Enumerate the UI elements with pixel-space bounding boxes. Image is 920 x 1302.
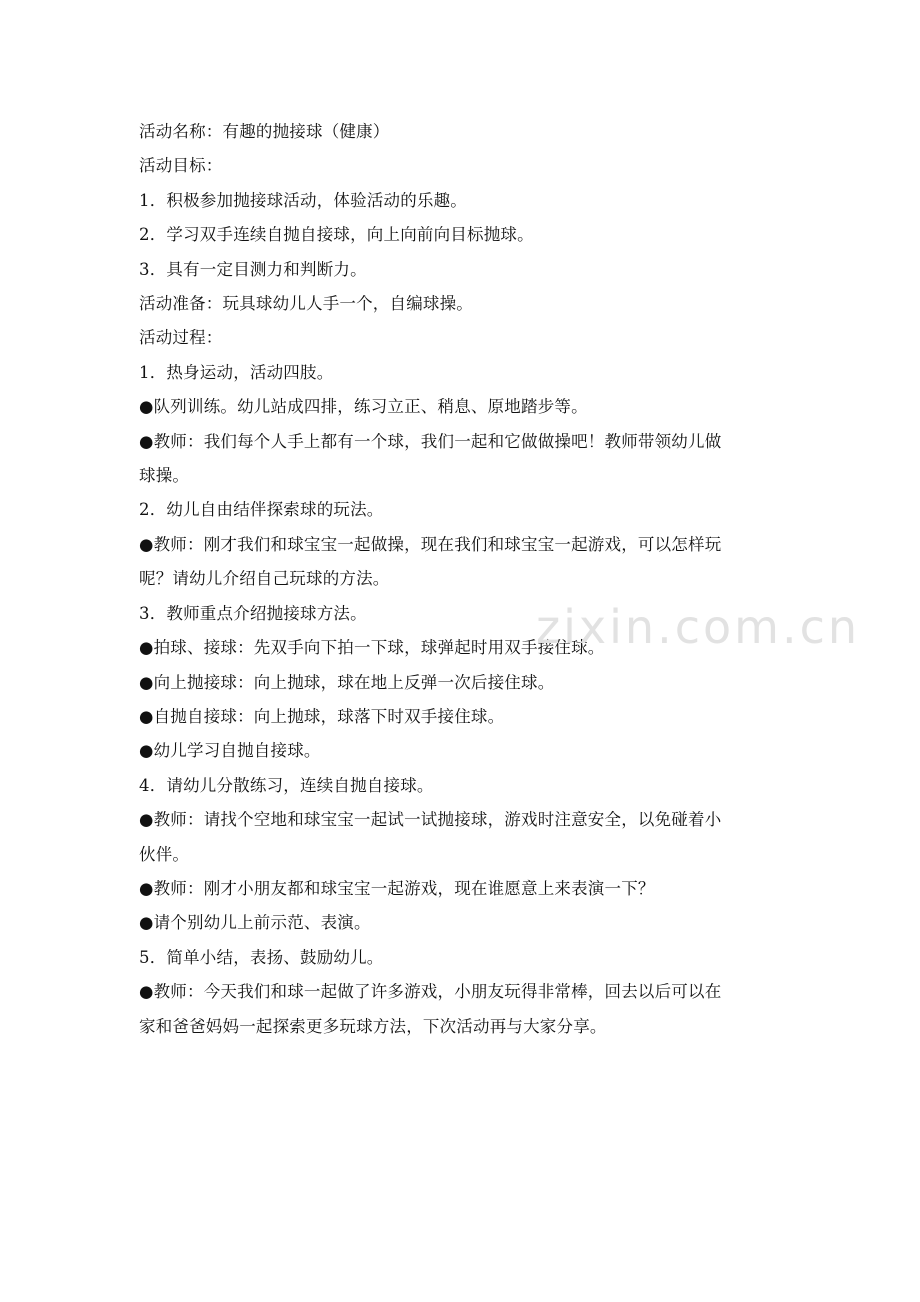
activity-process-heading: 活动过程： (139, 328, 223, 348)
document-body (139, 115, 789, 1044)
goal-item-3: 3．具有一定目测力和判断力。 (139, 259, 367, 279)
watermark-text: zixin.com.cn (536, 600, 861, 654)
process-bullet: ●请个别幼儿上前示范、表演。 (139, 913, 371, 933)
process-bullet: ●教师：刚才小朋友都和球宝宝一起游戏，现在谁愿意上来表演一下？ (139, 878, 655, 898)
activity-name: 活动名称：有趣的抛接球（健康） (139, 122, 390, 141)
process-bullet: ●队列训练。幼儿站成四排，练习立正、稍息、原地踏步等。 (139, 397, 588, 417)
process-bullet: ●教师：今天我们和球一起做了许多游戏，小朋友玩得非常棒，回去以后可以在 (139, 982, 722, 1002)
process-bullet-continued: 球操。 (139, 466, 190, 486)
process-step-2: 2．幼儿自由结伴探索球的玩法。 (139, 500, 384, 520)
process-bullet: ●向上抛接球：向上抛球，球在地上反弹一次后接住球。 (139, 672, 555, 692)
process-step-3: 3．教师重点介绍抛接球方法。 (139, 603, 367, 623)
process-bullet: ●教师：请找个空地和球宝宝一起试一试抛接球，游戏时注意安全，以免碰着小 (139, 810, 722, 830)
goal-item-1: 1．积极参加抛接球活动，体验活动的乐趣。 (139, 190, 467, 210)
process-bullet: ●幼儿学习自抛自接球。 (139, 741, 321, 761)
process-step-4: 4．请幼儿分散练习，连续自抛自接球。 (139, 775, 434, 795)
process-bullet: ●教师：我们每个人手上都有一个球，我们一起和它做做操吧！教师带领幼儿做 (139, 431, 722, 451)
process-step-1: 1．热身运动，活动四肢。 (139, 362, 334, 382)
process-step-5: 5．简单小结，表扬、鼓励幼儿。 (139, 947, 384, 967)
process-bullet: ●教师：刚才我们和球宝宝一起做操，现在我们和球宝宝一起游戏，可以怎样玩 (139, 534, 722, 554)
process-bullet-continued: 呢？请幼儿介绍自己玩球的方法。 (139, 569, 390, 589)
activity-preparation: 活动准备：玩具球幼儿人手一个，自编球操。 (139, 294, 473, 314)
process-bullet-continued: 伙伴。 (139, 844, 190, 864)
process-bullet: ●自抛自接球：向上抛球，球落下时双手接住球。 (139, 706, 505, 726)
process-bullet-continued: 家和爸爸妈妈一起探索更多玩球方法，下次活动再与大家分享。 (139, 1016, 607, 1036)
process-bullet: ●拍球、接球：先双手向下拍一下球，球弹起时用双手接住球。 (139, 638, 605, 658)
goal-item-2: 2．学习双手连续自抛自接球，向上向前向目标抛球。 (139, 225, 534, 245)
activity-goals-heading: 活动目标： (139, 156, 223, 176)
